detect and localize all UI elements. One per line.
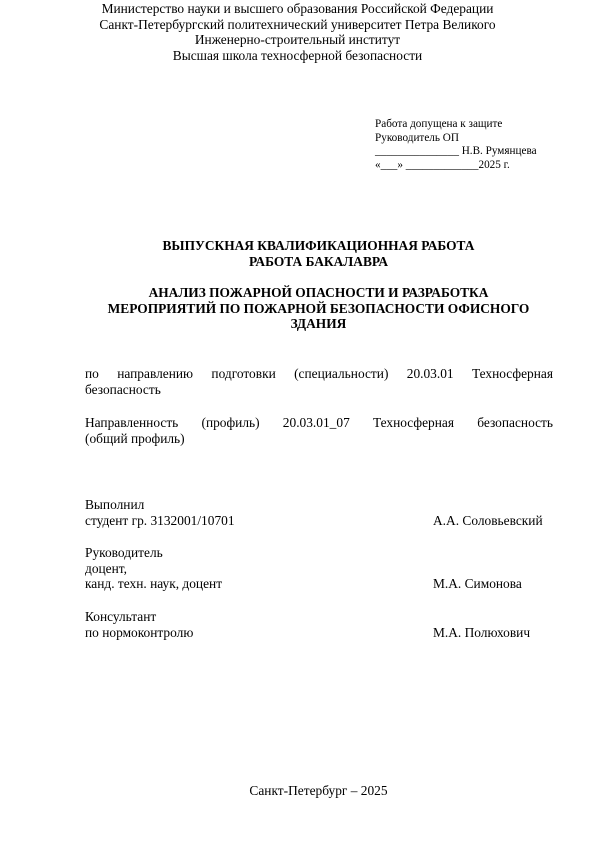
thesis-title-block bbox=[0, 238, 595, 332]
supervisor-block bbox=[85, 545, 555, 592]
study-profile-line-1: Направленность (профиль) 20.03.01_07 Техносферная безопасность bbox=[85, 415, 553, 430]
degree-heading: РАБОТА БАКАЛАВРА bbox=[248, 253, 389, 269]
study-direction-line-1: по направлению подготовки (специальности) 20.03.01 Техносферная bbox=[85, 366, 553, 381]
supervisor-position-1: доцент, bbox=[85, 560, 127, 576]
study-direction bbox=[85, 366, 553, 398]
approval-signature-line: _______________ Н.В. Румянцева bbox=[375, 145, 537, 158]
performer-block bbox=[85, 497, 555, 528]
approval-date-line: «___» _____________2025 г. bbox=[375, 158, 510, 171]
work-type-heading: ВЫПУСКНАЯ КВАЛИФИКАЦИОННАЯ РАБОТА bbox=[162, 238, 475, 253]
supervisor-role: Руководитель bbox=[85, 545, 163, 560]
consultant-role: Консультант bbox=[85, 609, 157, 624]
institute-line: Инженерно-строительный институт bbox=[194, 32, 401, 48]
supervisor-name: М.А. Симонова bbox=[433, 576, 522, 592]
study-profile-line-2: (общий профиль) bbox=[85, 430, 185, 446]
approval-head-label: Руководитель ОП bbox=[375, 131, 459, 144]
city-year: Санкт-Петербург – 2025 bbox=[249, 783, 388, 798]
consultant-name: М.А. Полюхович bbox=[433, 624, 531, 640]
study-direction-line-2: безопасность bbox=[85, 381, 161, 397]
supervisor-position-2: канд. техн. наук, доцент bbox=[85, 576, 223, 592]
approval-block bbox=[375, 118, 537, 172]
ministry-line: Министерство науки и высшего образования Российской Федерации bbox=[101, 1, 494, 16]
study-profile bbox=[85, 415, 553, 447]
approval-admitted: Работа допущена к защите bbox=[375, 118, 503, 130]
school-line: Высшая школа техносферной безопасности bbox=[172, 47, 423, 63]
institution-header bbox=[0, 1, 595, 63]
university-line: Санкт-Петербургский политехнический университет Петра Великого bbox=[99, 16, 496, 32]
performer-group: студент гр. 3132001/10701 bbox=[85, 512, 235, 528]
topic-line-2: МЕРОПРИЯТИЙ ПО ПОЖАРНОЙ БЕЗОПАСНОСТИ ОФИСНОГО bbox=[107, 300, 530, 316]
performer-role: Выполнил bbox=[85, 497, 145, 512]
topic-line-1: АНАЛИЗ ПОЖАРНОЙ ОПАСНОСТИ И РАЗРАБОТКА bbox=[148, 285, 489, 301]
consultant-position: по нормоконтролю bbox=[85, 624, 194, 640]
consultant-block bbox=[85, 609, 555, 640]
performer-name: А.А. Соловьевский bbox=[433, 512, 543, 528]
topic-line-3: ЗДАНИЯ bbox=[290, 316, 347, 332]
